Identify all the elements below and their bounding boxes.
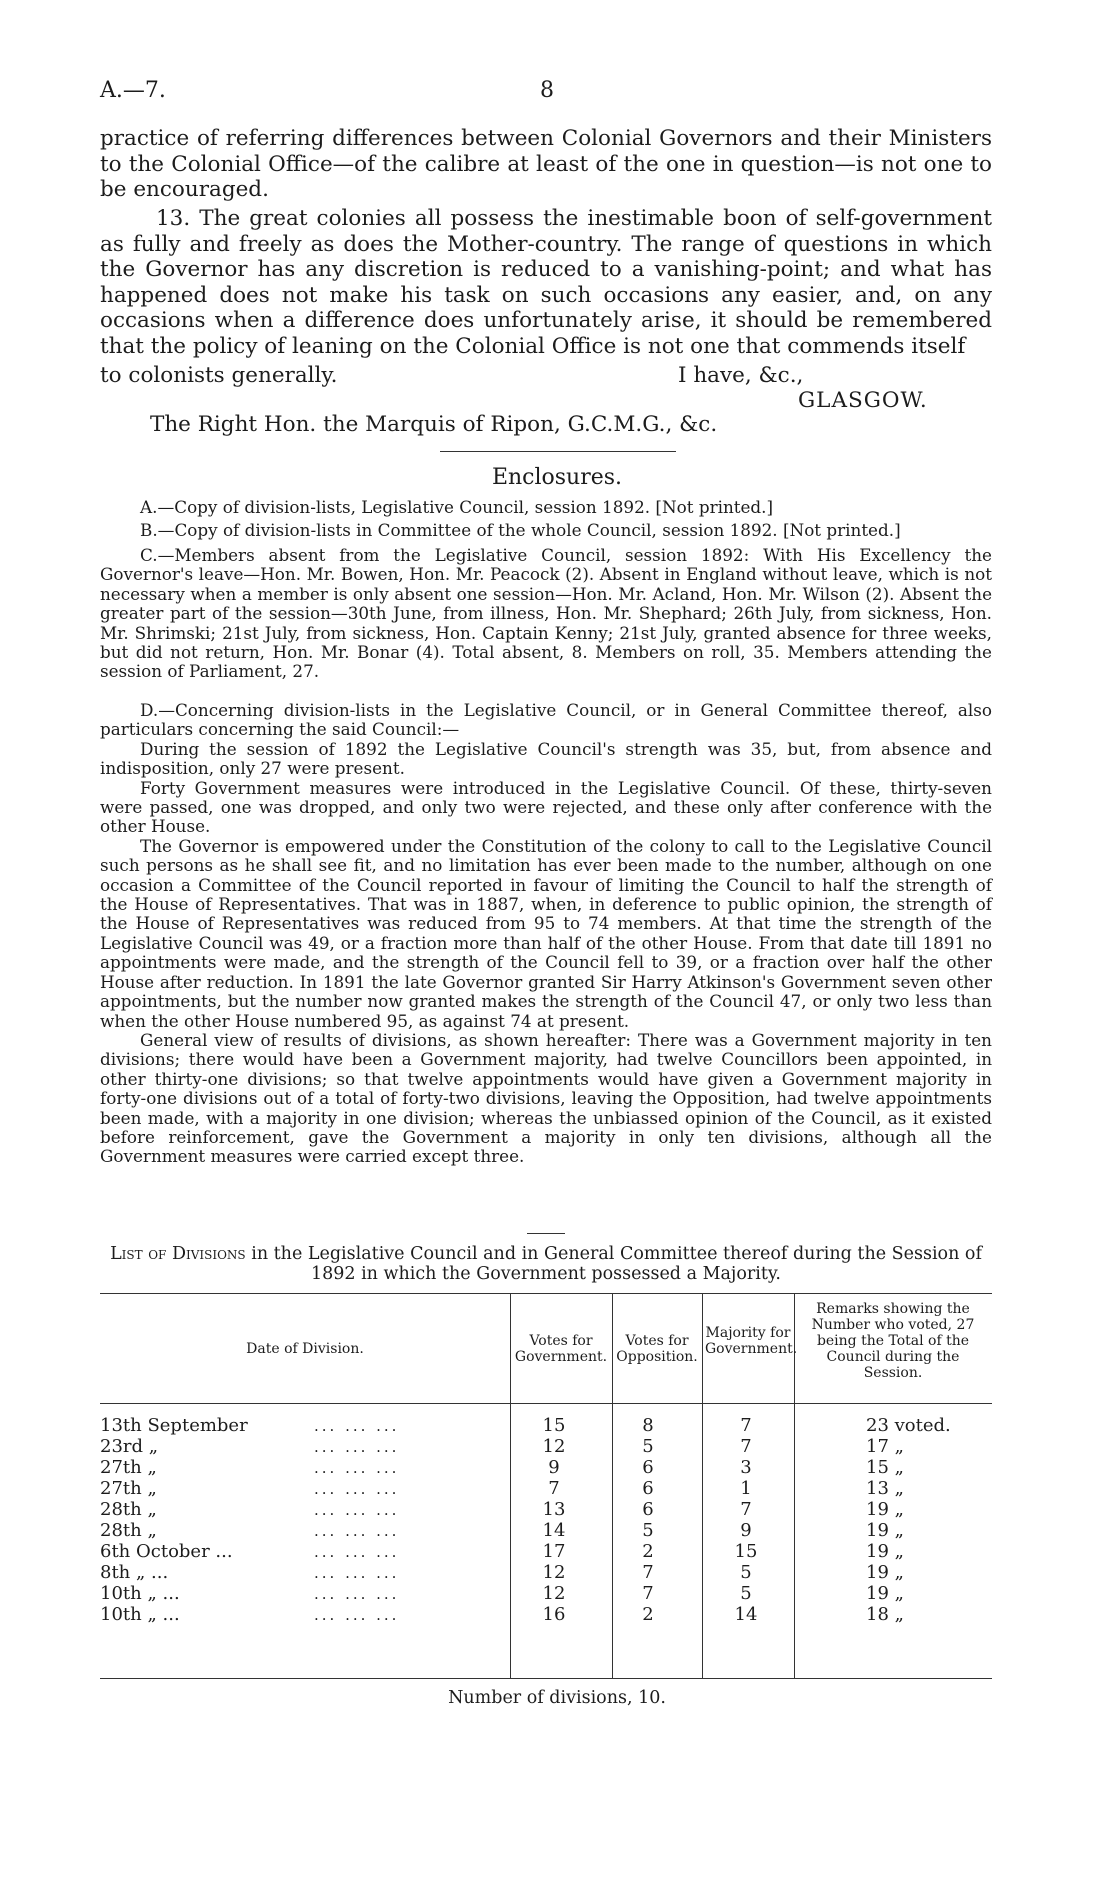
letter-paragraph-13-end: to colonists generally. xyxy=(100,363,338,388)
row-majority: 14 xyxy=(734,1604,758,1625)
table-row xyxy=(100,1541,992,1562)
row-votes-opposition: 2 xyxy=(642,1541,654,1562)
row-majority: 3 xyxy=(740,1457,752,1478)
leader-dots: ... ... ... xyxy=(314,1564,400,1582)
row-remarks: 19 „ xyxy=(866,1562,904,1583)
row-votes-government: 12 xyxy=(542,1562,566,1583)
enclosure-c-text: C.—Members absent from the Legislative Council, session 1892: With His Excellency the Governor's leave—Hon. Mr. Bowen, Hon. Mr. Peacock (2). Absent in England without leave, which is not necessary when a member is only absent one session—Hon. Mr. Acland, Hon. Mr. Wilson (2). Absent the greater part of the session—30th June, from illness, Hon. Mr. Shephard; 26th July, from sickness, Hon. Mr. Shrimski; 21st July, from sickness, Hon. Captain Kenny; 21st July, granted absence for three weeks, but did not return, Hon. Mr. Bonar (4). Total absent, 8. Members on roll, 35. Members attending the session of Parliament, 27. xyxy=(100,545,992,682)
row-remarks: 13 „ xyxy=(866,1478,904,1499)
row-votes-opposition: 7 xyxy=(642,1562,654,1583)
table-row xyxy=(100,1415,992,1436)
table-row xyxy=(100,1604,992,1625)
row-votes-government: 17 xyxy=(542,1541,566,1562)
row-majority: 9 xyxy=(740,1520,752,1541)
row-votes-government: 16 xyxy=(542,1604,566,1625)
letter-signoff-line xyxy=(100,363,992,388)
enclosure-d-paragraph-1: During the session of 1892 the Legislative Council's strength was 35, but, from absence and indisposition, only 27 were present. xyxy=(100,738,992,779)
division-table xyxy=(100,1293,992,1679)
row-majority: 1 xyxy=(740,1478,752,1499)
enclosure-d xyxy=(100,701,992,1167)
row-majority: 15 xyxy=(734,1541,758,1562)
leader-dots: ... ... ... xyxy=(314,1501,400,1519)
row-votes-government: 15 xyxy=(542,1415,566,1436)
division-list-title xyxy=(100,1244,992,1284)
enclosure-a-text: A.—Copy of division-lists, Legislative Council, session 1892. [Not printed.] xyxy=(140,497,774,517)
row-votes-opposition: 8 xyxy=(642,1415,654,1436)
row-remarks: 18 „ xyxy=(866,1604,904,1625)
row-votes-government: 12 xyxy=(542,1436,566,1457)
row-votes-government: 9 xyxy=(548,1457,560,1478)
table-row xyxy=(100,1499,992,1520)
page-number: 8 xyxy=(540,78,554,103)
table-row xyxy=(100,1520,992,1541)
short-divider xyxy=(527,1233,565,1234)
row-votes-opposition: 5 xyxy=(642,1436,654,1457)
row-date: 10th „ ... xyxy=(100,1604,180,1625)
row-votes-opposition: 6 xyxy=(642,1478,654,1499)
header-date: Date of Division. xyxy=(246,1341,364,1357)
enclosure-d-paragraph-4: General view of results of divisions, as shown hereafter: There was a Government majority in ten divisions; there would have been a Government majority, had twelve Councillors been appointed, in other thirty-one divisions; so that twelve appointments would have given a Government majority in forty-one divisions out of a total of forty-two divisions, leaving the Opposition, had twelve appointments been made, with a majority in one division; whereas the unbiassed opinion of the Council, as it existed before reinforcement, gave the Government a majority in only ten divisions, although all the Government measures were carried except three. xyxy=(100,1029,992,1167)
row-date: 6th October ... xyxy=(100,1541,233,1562)
enclosure-c xyxy=(100,546,992,682)
row-remarks: 15 „ xyxy=(866,1457,904,1478)
row-votes-opposition: 5 xyxy=(642,1520,654,1541)
leader-dots: ... ... ... xyxy=(314,1522,400,1540)
enclosures-title: Enclosures. xyxy=(491,465,623,490)
row-majority: 5 xyxy=(740,1583,752,1604)
table-header-rule xyxy=(100,1403,992,1404)
row-majority: 7 xyxy=(740,1499,752,1520)
table-row xyxy=(100,1478,992,1499)
table-row xyxy=(100,1562,992,1583)
enclosure-d-intro: D.—Concerning division-lists in the Legislative Council, or in General Committee thereof, also particulars concerning the said Council:— xyxy=(100,700,992,740)
row-majority: 7 xyxy=(740,1415,752,1436)
leader-dots: ... ... ... xyxy=(314,1417,400,1435)
enclosure-d-paragraph-2: Forty Government measures were introduced in the Legislative Council. Of these, thirty-seven were passed, one was dropped, and only two were rejected, and these only after conference with the other House. xyxy=(100,777,992,837)
header-majority: Majority for Government. xyxy=(705,1325,798,1357)
enclosure-b xyxy=(100,521,992,540)
row-votes-opposition: 6 xyxy=(642,1457,654,1478)
row-votes-opposition: 2 xyxy=(642,1604,654,1625)
row-date: 28th „ xyxy=(100,1499,157,1520)
row-votes-government: 12 xyxy=(542,1583,566,1604)
division-list-title-rest: in the Legislative Council and in General Committee thereof during the Session of 1892 in which the Government possessed a Majority. xyxy=(251,1244,982,1284)
enclosure-b-text: B.—Copy of division-lists in Committee of the whole Council, session 1892. [Not printed.] xyxy=(140,520,901,540)
header-votes-opposition: Votes for Opposition. xyxy=(616,1333,698,1365)
table-row xyxy=(100,1457,992,1478)
letter-closing: I have, &c., xyxy=(678,363,804,388)
row-remarks: 19 „ xyxy=(866,1499,904,1520)
leader-dots: ... ... ... xyxy=(314,1606,400,1624)
addressee: The Right Hon. the Marquis of Ripon, G.C.M.G., &c. xyxy=(150,412,718,437)
row-votes-government: 14 xyxy=(542,1520,566,1541)
enclosure-a xyxy=(100,498,992,517)
leader-dots: ... ... ... xyxy=(314,1438,400,1456)
row-remarks: 23 voted. xyxy=(866,1415,951,1436)
row-votes-government: 7 xyxy=(548,1478,560,1499)
leader-dots: ... ... ... xyxy=(314,1459,400,1477)
row-date: 28th „ xyxy=(100,1520,157,1541)
document-reference: A.—7. xyxy=(100,78,166,103)
row-majority: 7 xyxy=(740,1436,752,1457)
row-remarks: 17 „ xyxy=(866,1436,904,1457)
row-date: 13th September xyxy=(100,1415,248,1436)
leader-dots: ... ... ... xyxy=(314,1543,400,1561)
header-remarks: Remarks showing the Number who voted, 27 being the Total of the Council during the Session. xyxy=(811,1301,975,1381)
enclosure-d-paragraph-3: The Governor is empowered under the Constitution of the colony to call to the Legislative Council such persons as he shall see fit, and no limitation has ever been made to the number, although on one occasion a Committee of the Council reported in favour of limiting the Council to half the strength of the House of Representatives. That was in 1887, when, in deference to public opinion, the strength of the House of Representatives was reduced from 95 to 74 members. At that time the strength of the Legislative Council was 49, or a fraction more than half of the other House. From that date till 1891 no appointments were made, and the strength of the Council fell to 39, or a fraction over half the other House after reduction. In 1891 the late Governor granted Sir Harry Atkinson's Government seven other appointments, but the number now granted makes the strength of the Council 47, or only two less than when the other House numbered 95, as against 74 at present. xyxy=(100,835,992,1031)
divisions-count: Number of divisions, 10. xyxy=(448,1688,666,1708)
table-bottom-rule xyxy=(100,1678,992,1679)
letter-paragraph-13: 13. The great colonies all possess the inestimable boon of self-government as fully and freely as does the Mother-country. The range of questions in which the Governor has any discretion is reduced to a vanishing-point; and what has happened does not make his task on such occasions any easier, and, on any occasions when a difference does unfortunately arise, it should be remembered that the policy of leaning on the Colonial Office is not one that commends itself xyxy=(100,206,992,359)
row-date: 27th „ xyxy=(100,1457,157,1478)
table-top-rule xyxy=(100,1293,992,1294)
signature: GLASGOW. xyxy=(798,388,928,413)
row-remarks: 19 „ xyxy=(866,1583,904,1604)
row-date: 10th „ ... xyxy=(100,1583,180,1604)
section-divider xyxy=(440,451,676,452)
division-list-title-caps: List of Divisions xyxy=(110,1244,246,1264)
leader-dots: ... ... ... xyxy=(314,1480,400,1498)
leader-dots: ... ... ... xyxy=(314,1585,400,1603)
row-votes-opposition: 6 xyxy=(642,1499,654,1520)
header-votes-government: Votes for Government. xyxy=(514,1333,608,1365)
row-votes-government: 13 xyxy=(542,1499,566,1520)
table-row xyxy=(100,1583,992,1604)
row-votes-opposition: 7 xyxy=(642,1583,654,1604)
letter-paragraph-1: practice of referring differences between Colonial Governors and their Ministers to the Colonial Office—of the calibre at least of the one in question—is not one to be encouraged. xyxy=(100,126,992,202)
table-row xyxy=(100,1436,992,1457)
row-date: 27th „ xyxy=(100,1478,157,1499)
row-remarks: 19 „ xyxy=(866,1520,904,1541)
row-date: 8th „ ... xyxy=(100,1562,169,1583)
row-majority: 5 xyxy=(740,1562,752,1583)
row-date: 23rd „ xyxy=(100,1436,159,1457)
row-remarks: 19 „ xyxy=(866,1541,904,1562)
